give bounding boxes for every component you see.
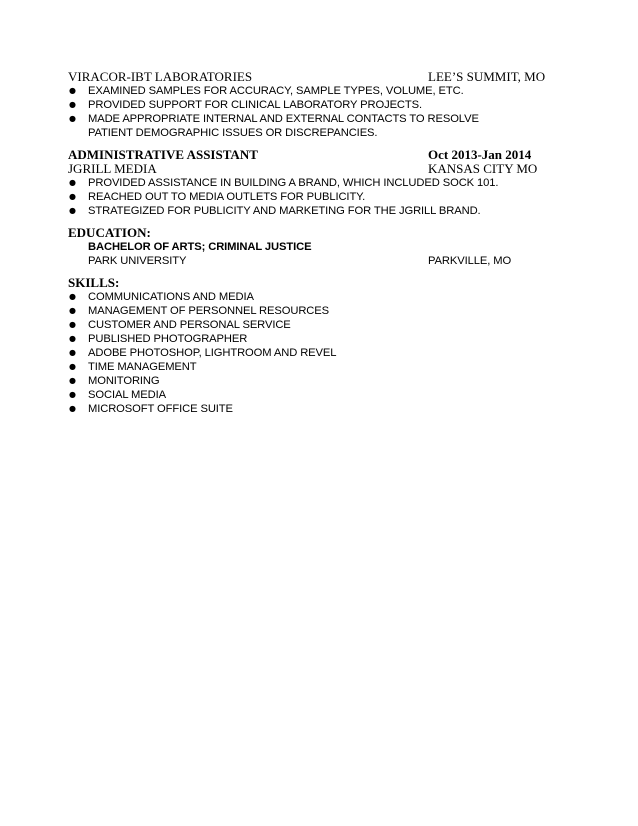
list-item: ● COMMUNICATIONS AND MEDIA — [69, 291, 254, 303]
list-item: ● CUSTOMER AND PERSONAL SERVICE — [69, 319, 291, 331]
list-item: ● MANAGEMENT OF PERSONNEL RESOURCES — [69, 305, 330, 317]
job2-dates: Oct 2013-Jan 2014 — [428, 147, 532, 162]
list-item: ● MADE APPROPRIATE INTERNAL AND EXTERNAL CONTACTS TO RESOLVE — [69, 113, 479, 125]
education-heading: EDUCATION: — [68, 225, 151, 240]
job1-location: LEE’S SUMMIT, MO — [428, 69, 546, 84]
list-item: ● ADOBE PHOTOSHOP, LIGHTROOM AND REVEL — [69, 347, 337, 359]
skills-heading: SKILLS: — [68, 275, 120, 290]
bullet-icon: ● — [69, 86, 76, 95]
bullet-icon: ● — [69, 114, 76, 123]
education-location: PARKVILLE, MO — [428, 255, 512, 267]
list-item-continuation: PATIENT DEMOGRAPHIC ISSUES OR DISCREPANCIES. — [88, 127, 378, 139]
bullet-icon: ● — [69, 348, 76, 357]
job2-location: KANSAS CITY MO — [428, 161, 538, 176]
list-item: ● MONITORING — [69, 375, 160, 387]
job1-company: VIRACOR-IBT LABORATORIES — [68, 69, 253, 84]
education-degree: BACHELOR OF ARTS; CRIMINAL JUSTICE — [88, 241, 312, 253]
list-item: ● TIME MANAGEMENT — [69, 361, 197, 373]
bullet-icon: ● — [69, 404, 76, 413]
bullet-icon: ● — [69, 178, 76, 187]
bullet-icon: ● — [69, 334, 76, 343]
bullet-icon: ● — [69, 376, 76, 385]
job2-title: ADMINISTRATIVE ASSISTANT — [68, 147, 258, 162]
job1-header — [68, 70, 548, 84]
bullet-icon: ● — [69, 192, 76, 201]
bullet-icon: ● — [69, 320, 76, 329]
job2-company: JGRILL MEDIA — [68, 161, 157, 176]
list-item: ● EXAMINED SAMPLES FOR ACCURACY, SAMPLE TYPES, VOLUME, ETC. — [69, 85, 464, 97]
job2-title-row — [68, 148, 548, 162]
bullet-icon: ● — [69, 362, 76, 371]
list-item: ● PROVIDED SUPPORT FOR CLINICAL LABORATORY PROJECTS. — [69, 99, 423, 111]
resume-content — [68, 70, 548, 416]
bullet-icon: ● — [69, 100, 76, 109]
list-item: ● PUBLISHED PHOTOGRAPHER — [69, 333, 248, 345]
job1-bullet-list — [68, 84, 548, 140]
skills-list — [68, 290, 548, 416]
education-school-row — [68, 254, 548, 268]
bullet-icon: ● — [69, 206, 76, 215]
bullet-icon: ● — [69, 306, 76, 315]
list-item: ● PROVIDED ASSISTANCE IN BUILDING A BRAND, WHICH INCLUDED SOCK 101. — [69, 177, 499, 189]
job2-bullet-list — [68, 176, 548, 218]
list-item: ● MICROSOFT OFFICE SUITE — [69, 403, 233, 415]
job2-company-row — [68, 162, 548, 176]
education-school: PARK UNIVERSITY — [88, 255, 187, 267]
list-item: ● SOCIAL MEDIA — [69, 389, 166, 401]
list-item: ● REACHED OUT TO MEDIA OUTLETS FOR PUBLICITY. — [69, 191, 366, 203]
bullet-icon: ● — [69, 390, 76, 399]
bullet-icon: ● — [69, 292, 76, 301]
list-item: ● STRATEGIZED FOR PUBLICITY AND MARKETING FOR THE JGRILL BRAND. — [69, 205, 481, 217]
